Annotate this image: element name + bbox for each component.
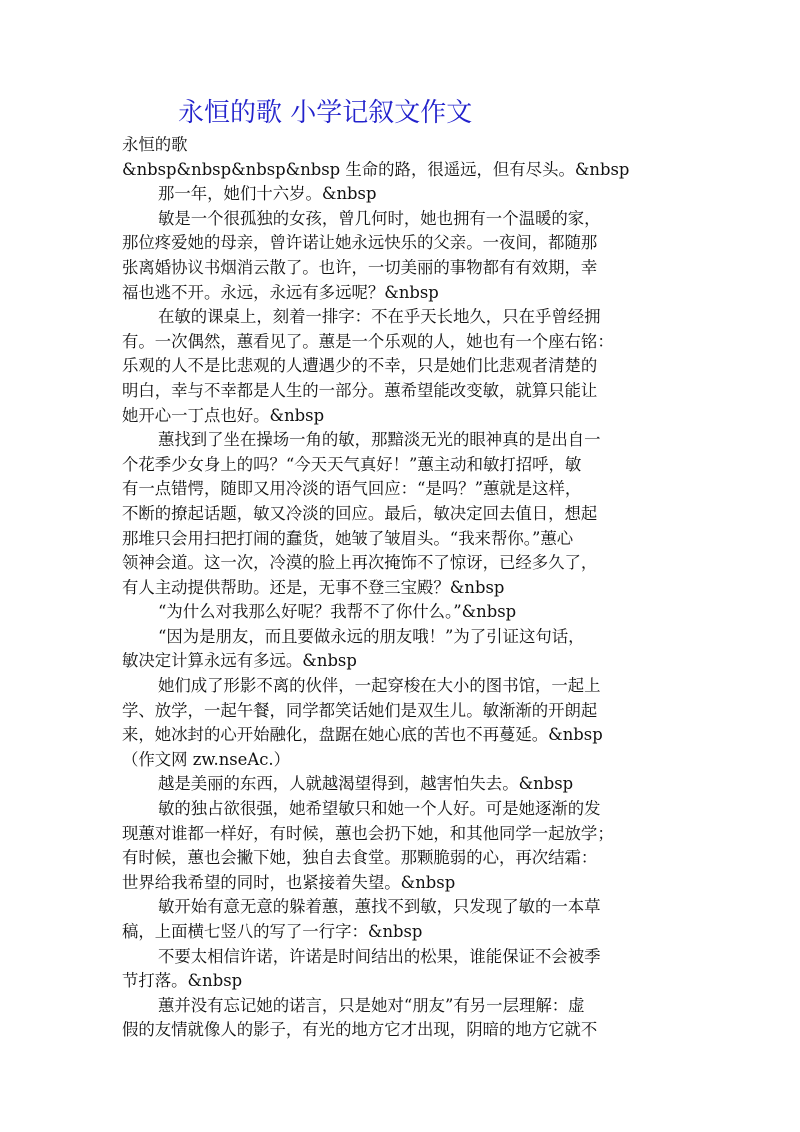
text-line: 福也逃不开。永远，永远有多远呢？&nbsp (122, 282, 439, 302)
text-line: 她开心一丁点也好。&nbsp (122, 405, 325, 425)
text-line: 永恒的歌 (122, 135, 188, 154)
text-line: 来，她冰封的心开始融化，盘踞在她心底的苦也不再蔓延。&nbsp (122, 725, 603, 745)
text-line: 蕙找到了坐在操场一角的敏，那黯淡无光的眼神真的是出自一 (158, 430, 601, 450)
text-line: 敏是一个很孤独的女孩，曾几何时，她也拥有一个温暖的家， (158, 208, 601, 228)
text-line: 她们成了形影不离的伙伴，一起穿梭在大小的图书馆，一起上 (158, 676, 601, 696)
text-line: “因为是朋友，而且要做永远的朋友哦！”为了引证这句话， (158, 626, 585, 646)
text-line: 有时候，蕙也会撇下她，独自去食堂。那颗脆弱的心，再次结霜： (122, 848, 598, 868)
text-line: 领神会道。这一次，冷漠的脸上再次掩饰不了惊讶，已经多久了， (122, 553, 598, 573)
text-line: 学、放学，一起午餐，同学都笑话她们是双生儿。敏渐渐的开朗起 (122, 700, 598, 720)
text-line: 世界给我希望的同时，也紧接着失望。&nbsp (122, 872, 456, 892)
text-line: 越是美丽的东西，人就越渴望得到，越害怕失去。&nbsp (158, 774, 574, 794)
text-line: 节打落。&nbsp (122, 971, 243, 991)
text-line: （作文网 zw.nseAc.） (122, 749, 290, 769)
text-line: 不断的撩起话题，敏又冷淡的回应。最后，敏决定回去值日，想起 (122, 503, 598, 523)
text-line: 不要太相信许诺，许诺是时间结出的松果，谁能保证不会被季 (158, 946, 601, 966)
text-line: 明白，幸与不幸都是人生的一部分。蕙希望能改变敏，就算只能让 (122, 380, 598, 400)
text-line: 有一点错愕，随即又用冷淡的语气回应：“是吗？”蕙就是这样， (122, 479, 582, 499)
document-title: 永恒的歌 小学记叙文作文 (178, 98, 473, 128)
text-line: 敏开始有意无意的躲着蕙，蕙找不到敏，只发现了敏的一本草 (158, 897, 601, 917)
text-line: “为什么对我那么好呢？我帮不了你什么。”&nbsp (158, 602, 517, 622)
text-line: 假的友情就像人的影子，有光的地方它才出现，阴暗的地方它就不 (122, 1020, 598, 1040)
document-body (122, 133, 674, 1043)
text-line: 乐观的人不是比悲观的人遭遇少的不幸，只是她们比悲观者清楚的 (122, 356, 598, 376)
text-line: 敏的独占欲很强，她希望敏只和她一个人好。可是她逐渐的发 (158, 799, 601, 819)
text-line: 张离婚协议书烟消云散了。也许，一切美丽的事物都有有效期，幸 (122, 257, 598, 277)
text-line: 敏决定计算永远有多远。&nbsp (122, 651, 357, 671)
text-line: 蕙并没有忘记她的诺言，只是她对“朋友”有另一层理解：虚 (158, 995, 585, 1015)
text-line: 稿，上面横七竖八的写了一行字：&nbsp (122, 922, 423, 941)
text-line: 有。一次偶然，蕙看见了。蕙是一个乐观的人，她也有一个座右铭： (122, 331, 614, 351)
text-line: 个花季少女身上的吗？“今天天气真好！”蕙主动和敏打招呼，敏 (122, 454, 582, 474)
text-line: 那位疼爱她的母亲，曾许诺让她永远快乐的父亲。一夜间，都随那 (122, 233, 598, 253)
text-line: 在敏的课桌上，刻着一排字：不在乎天长地久，只在乎曾经拥 (158, 307, 601, 327)
text-line: 那堆只会用扫把打闹的蠢货，她皱了皱眉头。“我来帮你。”蕙心 (122, 528, 574, 548)
text-line: 现蕙对谁都一样好，有时候，蕙也会扔下她，和其他同学一起放学； (122, 823, 614, 843)
text-line: 那一年，她们十六岁。&nbsp (158, 184, 377, 204)
text-line: &nbsp&nbsp&nbsp&nbsp 生命的路，很遥远，但有尽头。&nbsp (122, 159, 630, 179)
text-line: 有人主动提供帮助。还是，无事不登三宝殿？&nbsp (122, 577, 505, 597)
